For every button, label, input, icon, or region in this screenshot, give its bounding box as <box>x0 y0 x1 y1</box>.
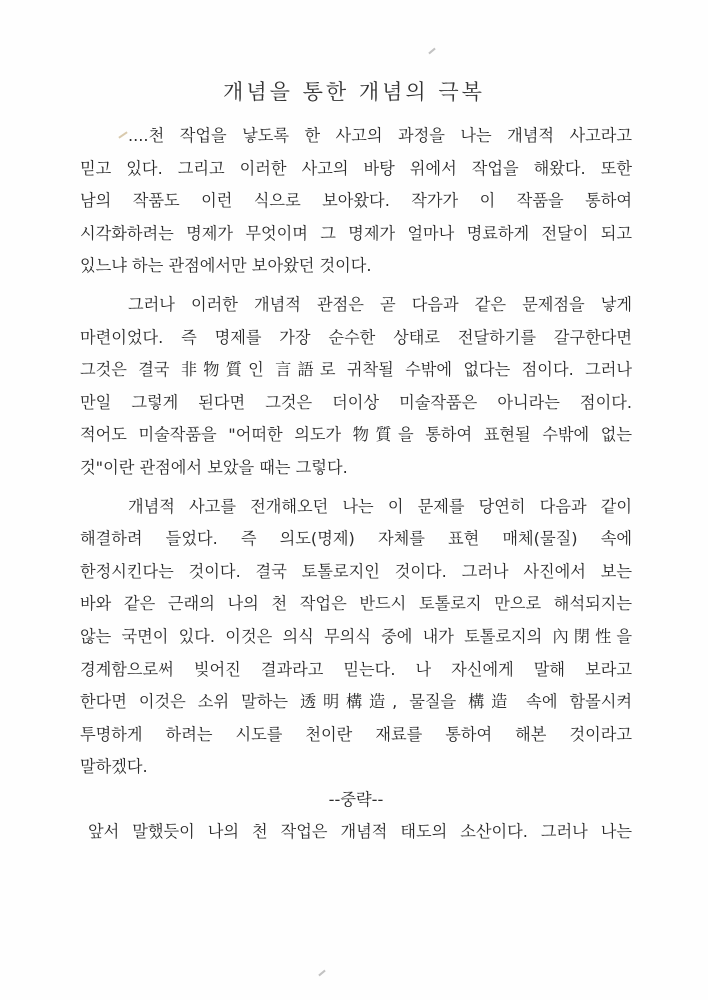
text-line: 남의 작품도 이런 식으로 보아왔다. 작가가 이 작품을 통하여 <box>80 191 632 211</box>
paragraph-1 <box>80 120 632 283</box>
text-line: 마련이었다. 즉 명제를 가장 순수한 상태로 전달하기를 갈구한다면 <box>80 327 632 347</box>
scan-speck <box>318 970 325 977</box>
text-line: 것"이란 관점에서 보았을 때는 그렇다. <box>80 457 348 477</box>
text-line: 있느냐 하는 관점에서만 보아왔던 것이다. <box>80 256 372 276</box>
paragraph-3 <box>80 491 632 784</box>
text-line: 않는 국면이 있다. 이것은 의식 무의식 중에 내가 토톨로지의 內閉性을 <box>80 626 632 646</box>
text-line: 시각화하려는 명제가 무엇이며 그 명제가 얼마나 명료하게 전달이 되고 <box>80 223 632 243</box>
final-line: 앞서 말했듯이 나의 천 작업은 개념적 태도의 소산이다. 그러나 나는 <box>88 822 632 842</box>
document-body <box>80 120 632 849</box>
text-line: 한정시킨다는 것이다. 결국 토톨로지인 것이다. 그러나 사진에서 보는 <box>80 561 632 581</box>
text-line: 말하겠다. <box>80 757 148 777</box>
omission-marker: --중략-- <box>328 789 384 809</box>
paragraph-2 <box>80 289 632 485</box>
document-title: 개념을 통한 개념의 극복 <box>223 80 485 105</box>
text-line: 한다면 이것은 소위 말하는 透明構造, 물질을 構造 속에 함몰시켜 <box>80 692 632 712</box>
text-line: 해결하려 들었다. 즉 의도(명제) 자체를 표현 매체(물질) 속에 <box>80 529 632 549</box>
scan-speck <box>428 48 435 55</box>
text-line: ....천 작업을 낳도록 한 사고의 과정을 나는 개념적 사고라고 <box>128 126 632 145</box>
text-line: 경계함으로써 빚어진 결과라고 믿는다. 나 자신에게 말해 보라고 <box>80 659 632 679</box>
text-line: 투명하게 하려는 시도를 천이란 재료를 통하여 해본 것이라고 <box>80 724 632 744</box>
text-line: 만일 그렇게 된다면 그것은 더이상 미술작품은 아니라는 점이다. <box>80 392 632 412</box>
text-line: 바와 같은 근래의 나의 천 작업은 반드시 토톨로지 만으로 해석되지는 <box>80 594 632 614</box>
text-line: 그것은 결국 非物質인 言語로 귀착될 수밖에 없다는 점이다. 그러나 <box>80 360 632 380</box>
text-line: 믿고 있다. 그리고 이러한 사고의 바탕 위에서 작업을 해왔다. 또한 <box>80 158 632 178</box>
text-line: 개념적 사고를 전개해오던 나는 이 문제를 당연히 다음과 같이 <box>128 496 632 516</box>
text-line: 그러나 이러한 개념적 관점은 곧 다음과 같은 문제점을 낳게 <box>128 294 632 314</box>
text-line: 적어도 미술작품을 "어떠한 의도가 物質을 통하여 표현될 수밖에 없는 <box>80 425 632 445</box>
